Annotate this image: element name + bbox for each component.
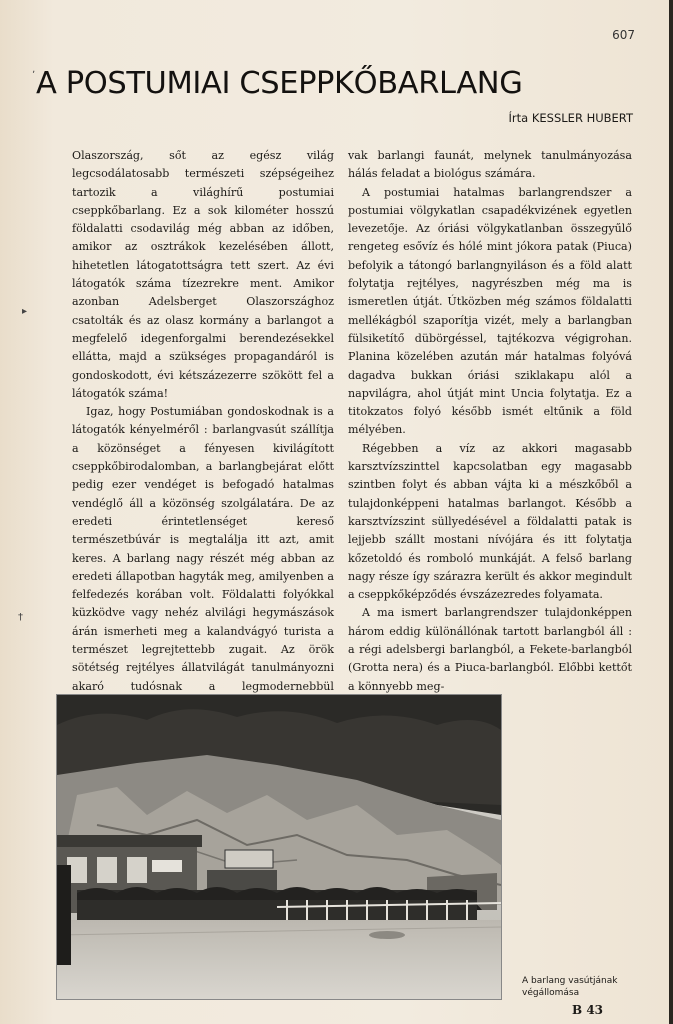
paragraph: A ma ismert barlangrendszer tulajdonképpen három eddig különállónak tartott barlangból áll : a régi adelsbergi barlangból, a Fekete-barlangból (Grotta nera) és a Piuca-barlangból. Előbbi kettőt a könnyebb meg-: [348, 606, 632, 693]
page-edge: [669, 0, 673, 1024]
margin-mark: †: [18, 612, 23, 623]
photo-caption: A barlang vasútjának végállomása: [522, 976, 618, 998]
left-column: [72, 147, 334, 769]
page-number: 607: [612, 28, 635, 42]
paragraph: A postumiai hatalmas barlangrendszer a postumiai völgykatlan csapadékvizének egyetlen levezetője. Az óriási völgykatlanban összegyűlő rengeteg esővíz és hólé mint jókora patak (Piuca) befolyik a tátongó barlangnyiláson és a föld alatt folytatja rejtélyes, nagyrészben még ma is ismeretlen útját. Útközben még számos földalatti mellékágból szaporítja vizét, mely a barlangban fülsiketítő dübörgéssel, tajtékozva végigrohan. Planina közelében azután már hatalmas folyóvá dagadva bukkan óriási sziklakapu alól a napvilágra, ahol útját mint Uncia folytatja. Ez a titokzatos folyó később ismét eltűnik a föld mélyében.: [348, 185, 632, 437]
paragraph: Igaz, hogy Postumiában gondoskodnak is a látogatók kényelméről : barlangvasút szállítja a közönséget a fényesen kivilágított cseppkőbirodalomban, a barlangbejárat előtt pedig ezer vendéget is befogadó hatalmas vendéglő áll a közönség szolgálatára. De az eredeti érintetlenséget kereső természetbúvár is megtalálja itt azt, amit keres. A barlang nagy részét még abban az eredeti állapotban hagyták meg, amilyenben a felfedezés korában volt. Földalatti folyókkal küzködve vagy nehéz alvilági hegymászások árán ismerheti meg a kalandvágyó turista a természet legrejtettebb zugait. Az örök sötétség rejtélyes állatvilágát tanulmányozni akaró tudósnak a legmodernebbül: [72, 405, 334, 693]
page-title: A POSTUMIAI CSEPPKŐBARLANG: [36, 66, 523, 101]
right-column: [348, 147, 632, 696]
paragraph: Olaszország, sőt az egész világ legcsodálatosabb természeti szépségeihez tartozik a világhírű postumiai cseppkőbarlang. Ez a sok kilométer hosszú földalatti csodavilág még abban az időben, amikor az osztrákok kezelésében állott, hihetetlen látogatottságra tett szert. Az évi látogatók száma tízezrekre ment. Amikor azonban Adelsberget Olaszországhoz csatolták és az olasz kormány a barlangot a megfelelő idegenforgalmi berendezésekkel ellátta, majd a szükséges propagandáról is gondoskodott, évi kétszázezerre szökött fel a látogatók száma!: [72, 149, 334, 400]
author-byline: Írta KESSLER HUBERT: [508, 111, 633, 125]
paragraph: vak barlangi faunát, melynek tanulmányozása hálás feladat a biológus számára.: [348, 149, 632, 181]
margin-mark: ʼ: [32, 70, 36, 81]
station-photo: [56, 694, 502, 1000]
margin-mark: ▸: [22, 306, 28, 317]
signature-mark: B 43: [572, 1003, 604, 1017]
paragraph: Régebben a víz az akkori magasabb karsztvízszinttel kapcsolatban egy magasabb szintben folyt és abban vájta ki a mészkőből a tulajdonképpeni hatalmas barlangot. Később a karsztvízszint süllyedésével a földalatti patak is lejjebb szállt mostani nívójára és itt folytatja kőzetoldó és romboló munkáját. A felső barlang nagy része így szárazra került és akkor megindult a cseppkőképződés évszázezredes folyamata.: [348, 441, 632, 602]
